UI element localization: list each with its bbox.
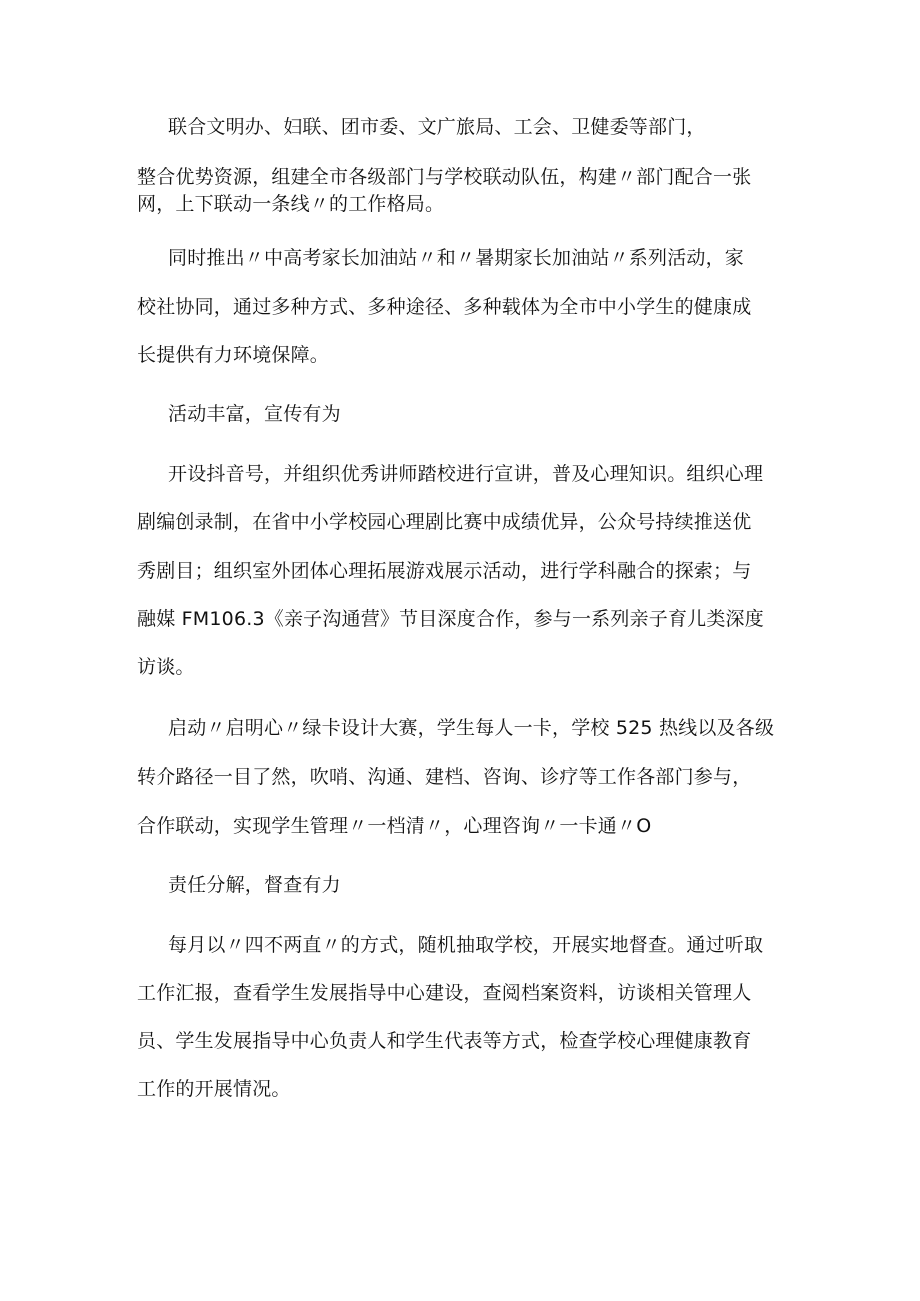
paragraph-8-line-2: 工作汇报，查看学生发展指导中心建设，查阅档案资料，访谈相关管理人 [137,982,752,1004]
paragraph-6-line-2: 转介路径一目了然，吹哨、沟通、建档、咨询、诊疗等工作各部门参与， [137,766,752,788]
paragraph-3-line-2: 校社协同，通过多种方式、多种途径、多种载体为全市中小学生的健康成 [137,296,752,318]
paragraph-3-line-3: 长提供有力环境保障。 [137,344,330,366]
section-heading-activities: 活动丰富，宣传有为 [168,403,341,425]
paragraph-5-line-2: 剧编创录制，在省中小学校园心理剧比赛中成绩优异，公众号持续推送优 [137,511,752,533]
paragraph-1-line-1: 联合文明办、妇联、团市委、文广旅局、工会、卫健委等部门， [168,116,706,138]
paragraph-8-line-1: 每月以〃四不两直〃的方式，随机抽取学校，开展实地督查。通过听取 [168,934,764,956]
paragraph-6-line-3: 合作联动，实现学生管理〃一档清〃，心理咨询〃一卡通〃O [137,815,652,837]
paragraph-5-line-4: 融媒 FM106.3《亲子沟通营》节目深度合作，参与一系列亲子育儿类深度 [137,608,764,630]
paragraph-3-line-1: 同时推出〃中高考家长加油站〃和〃暑期家长加油站〃系列活动，家 [168,247,745,269]
paragraph-8-line-4: 工作的开展情况。 [137,1078,291,1100]
paragraph-5-line-3: 秀剧目；组织室外团体心理拓展游戏展示活动，进行学科融合的探索；与 [137,560,752,582]
paragraph-5-line-1: 开设抖音号，并组织优秀讲师踏校进行宣讲，普及心理知识。组织心理 [168,463,764,485]
paragraph-8-line-3: 员、学生发展指导中心负责人和学生代表等方式，检查学校心理健康教育 [137,1030,752,1052]
paragraph-2-line-1: 整合优势资源，组建全市各级部门与学校联动队伍，构建〃部门配合一张 [137,166,752,188]
paragraph-2-line-2: 网，上下联动一条线〃的工作格局。 [137,193,445,215]
section-heading-supervision: 责任分解，督查有力 [168,874,341,896]
paragraph-6-line-1: 启动〃启明心〃绿卡设计大赛，学生每人一卡，学校 525 热线以及各级 [168,717,775,739]
paragraph-5-line-5: 访谈。 [137,656,195,678]
